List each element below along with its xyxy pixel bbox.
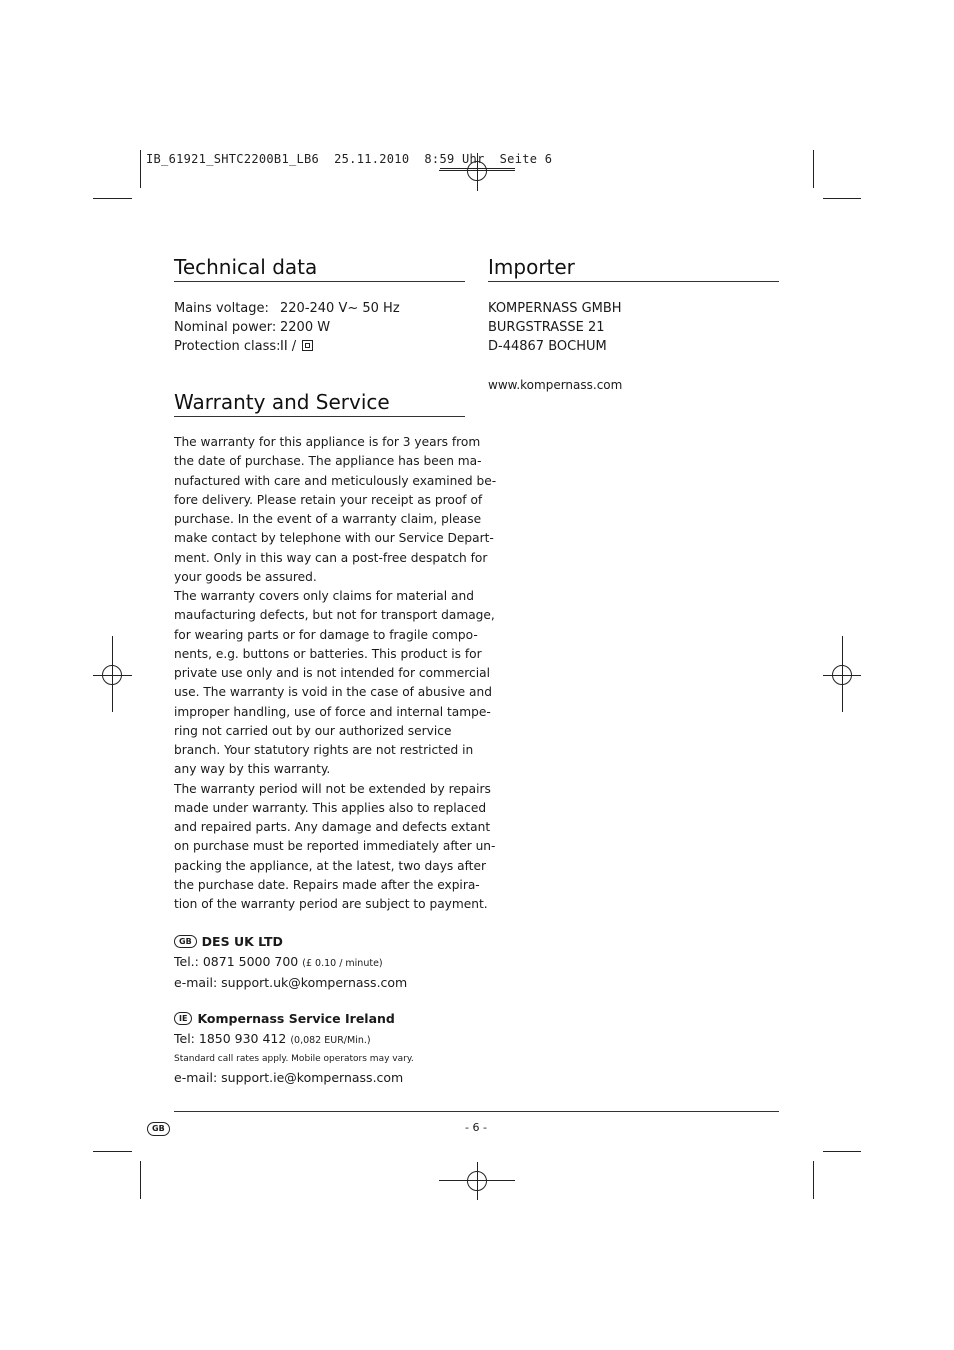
- service-ie-email: e-mail: support.ie@kompernass.com: [174, 1070, 404, 1085]
- warranty-text-line: and repaired parts. Any damage and defects extant: [174, 820, 491, 834]
- warranty-text-line: made under warranty. This applies also to replaced: [174, 800, 487, 815]
- warranty-text-line: The warranty period will not be extended by repairs: [174, 781, 491, 796]
- warranty-text-line: fore delivery. Please retain your receipt as proof of: [174, 492, 483, 507]
- address-line: KOMPERNASS GMBH: [488, 301, 622, 316]
- warranty-text-line: the date of purchase. The appliance has been ma-: [174, 454, 482, 469]
- footer-rule: [174, 1111, 779, 1112]
- service-uk-tel: Tel.: 0871 5000 700: [174, 953, 299, 969]
- warranty-text-line: any way by this warranty.: [174, 762, 331, 777]
- service-ie-rate: (0,082 EUR/Min.): [290, 1034, 371, 1046]
- service-uk-name: DES UK LTD: [201, 934, 283, 949]
- address-line: BURGSTRASSE 21: [488, 320, 605, 335]
- spec-value-protection: [280, 337, 313, 356]
- warranty-text-line: maufacturing defects, but not for transport damage,: [174, 608, 495, 623]
- importer-website-link[interactable]: www.kompernass.com: [488, 378, 623, 392]
- service-ie-note: Standard call rates apply. Mobile operators may vary.: [174, 1054, 414, 1064]
- spec-row: [174, 299, 465, 318]
- warranty-text-line: packing the appliance, at the latest, two days after: [174, 858, 486, 873]
- service-uk-block: [174, 932, 407, 993]
- address-line: D-44867 BOCHUM: [488, 339, 607, 354]
- warranty-text-line: your goods be assured.: [174, 569, 317, 584]
- slug-underline: [440, 168, 515, 169]
- service-ie-block: [174, 1009, 414, 1088]
- page-number: - 6 -: [465, 1121, 487, 1134]
- warranty-text-line: make contact by telephone with our Service Depart-: [174, 531, 494, 546]
- warranty-text-line: nufactured with care and meticulously examined be-: [174, 473, 497, 488]
- spec-row: [174, 337, 465, 356]
- warranty-heading: Warranty and Service: [174, 390, 390, 414]
- spec-value: 220-240 V~ 50 Hz: [280, 301, 400, 316]
- importer-address: [488, 299, 622, 356]
- protection-class-value: II /: [280, 339, 297, 354]
- double-square-icon: [302, 340, 313, 351]
- country-badge-gb: GB: [174, 935, 197, 948]
- importer-heading: Importer: [488, 255, 575, 279]
- spec-label: Protection class:: [174, 339, 281, 354]
- warranty-text-line: ment. Only in this way can a post-free despatch for: [174, 550, 488, 565]
- spec-row: [174, 318, 465, 337]
- warranty-text-line: for wearing parts or for damage to fragile compo-: [174, 627, 478, 642]
- warranty-text-line: The warranty covers only claims for material and: [174, 589, 474, 603]
- service-uk-rate: (£ 0.10 / minute): [302, 957, 383, 969]
- importer-rule: [488, 281, 779, 282]
- warranty-text-line: purchase. In the event of a warranty claim, please: [174, 512, 482, 526]
- warranty-text-line: The warranty for this appliance is for 3 years from: [174, 435, 481, 449]
- warranty-text-line: nents, e.g. buttons or batteries. This product is for: [174, 646, 482, 661]
- service-ie-name: Kompernass Service Ireland: [197, 1011, 395, 1026]
- warranty-text-line: use. The warranty is void in the case of abusive and: [174, 685, 492, 700]
- warranty-body-text: [174, 433, 497, 914]
- country-badge-ie: IE: [174, 1012, 192, 1025]
- warranty-text-line: ring not carried out by our authorized service: [174, 723, 452, 738]
- warranty-text-line: branch. Your statutory rights are not restricted in: [174, 743, 474, 757]
- spec-label: Nominal power:: [174, 320, 277, 335]
- service-ie-tel: Tel: 1850 930 412: [174, 1030, 287, 1046]
- warranty-text-line: private use only and is not intended for commercial: [174, 666, 490, 680]
- warranty-text-line: tion of the warranty period are subject to payment.: [174, 897, 488, 911]
- technical-data-heading: Technical data: [174, 255, 318, 279]
- warranty-text-line: the purchase date. Repairs made after the expira-: [174, 877, 480, 892]
- technical-data-rule: [174, 281, 465, 282]
- service-uk-email: e-mail: support.uk@kompernass.com: [174, 975, 408, 990]
- spec-value: 2200 W: [280, 320, 331, 335]
- footer-country-badge-gb: GB: [147, 1122, 170, 1136]
- print-slug-line: IB_61921_SHTC2200B1_LB6 25.11.2010 8:59 Uhr Seite 6: [146, 152, 553, 166]
- warranty-rule: [174, 416, 465, 417]
- warranty-text-line: improper handling, use of force and internal tampe-: [174, 704, 491, 719]
- spec-label: Mains voltage:: [174, 301, 269, 316]
- warranty-text-line: on purchase must be reported immediately after un-: [174, 839, 496, 854]
